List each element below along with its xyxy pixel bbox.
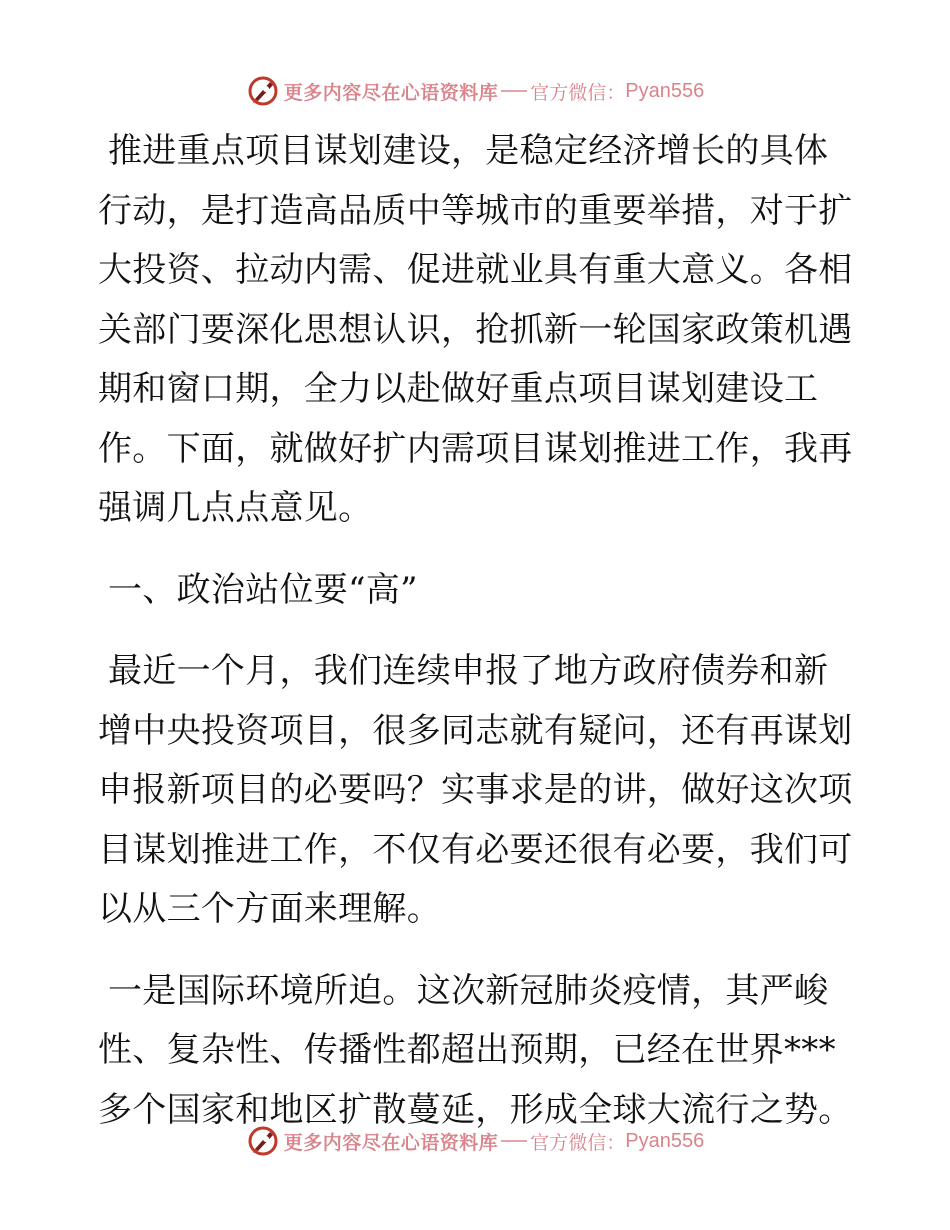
- banner-divider: [501, 90, 527, 92]
- text-line: 目谋划推进工作，不仅有必要还很有必要，我们可: [98, 829, 853, 870]
- paragraph-third: [98, 962, 858, 1141]
- text-line: 关部门要深化思想认识，抢抓新一轮国家政策机遇: [98, 309, 853, 350]
- banner-title: 更多内容尽在心语资料库: [283, 1131, 499, 1154]
- header-banner: [0, 71, 950, 111]
- banner-wechat-id: Pyan556: [625, 1129, 705, 1152]
- banner-wechat-label: 官方微信：: [530, 81, 626, 104]
- banner-wechat-id: Pyan556: [625, 79, 705, 102]
- text-line: 一是国际环境所迫。这次新冠肺炎疫情，其严峻: [108, 970, 829, 1011]
- banner-wechat-label: 官方微信：: [530, 1131, 626, 1154]
- paragraph-intro: [98, 122, 858, 539]
- text-line: 强调几点点意见。: [98, 488, 373, 528]
- text-line: 增中央投资项目，很多同志就有疑问，还有再谋划: [98, 710, 853, 751]
- banner-divider: [501, 1140, 527, 1142]
- text-line: 推进重点项目谋划建设，是稳定经济增长的具体: [108, 131, 829, 171]
- paragraph-second: [98, 642, 858, 940]
- text-line: 以从三个方面来理解。: [98, 889, 441, 929]
- text-line: 最近一个月，我们连续申报了地方政府债券和新: [108, 651, 829, 691]
- text-line: 行动，是打造高品质中等城市的重要举措，对于扩: [98, 190, 853, 231]
- footer-banner: [0, 1121, 950, 1161]
- pen-logo-icon: [246, 1124, 280, 1158]
- text-line: 作。下面，就做好扩内需项目谋划推进工作，我再: [98, 428, 853, 469]
- text-line: 申报新项目的必要吗？实事求是的讲，做好这次项: [98, 770, 853, 810]
- banner-title: 更多内容尽在心语资料库: [283, 81, 499, 104]
- section-heading: 一、政治站位要“高”: [108, 569, 418, 610]
- document-body: [98, 122, 858, 1140]
- text-line: 性、复杂性、传播性都超出预期，已经在世界***: [98, 1030, 836, 1070]
- text-line: 期和窗口期，全力以赴做好重点项目谋划建设工: [98, 369, 819, 409]
- text-line: 多个国家和地区扩散蔓延，形成全球大流行之势。: [98, 1089, 853, 1130]
- text-line: 大投资、拉动内需、促进就业具有重大意义。各相: [98, 250, 853, 290]
- pen-logo-icon: [246, 74, 280, 108]
